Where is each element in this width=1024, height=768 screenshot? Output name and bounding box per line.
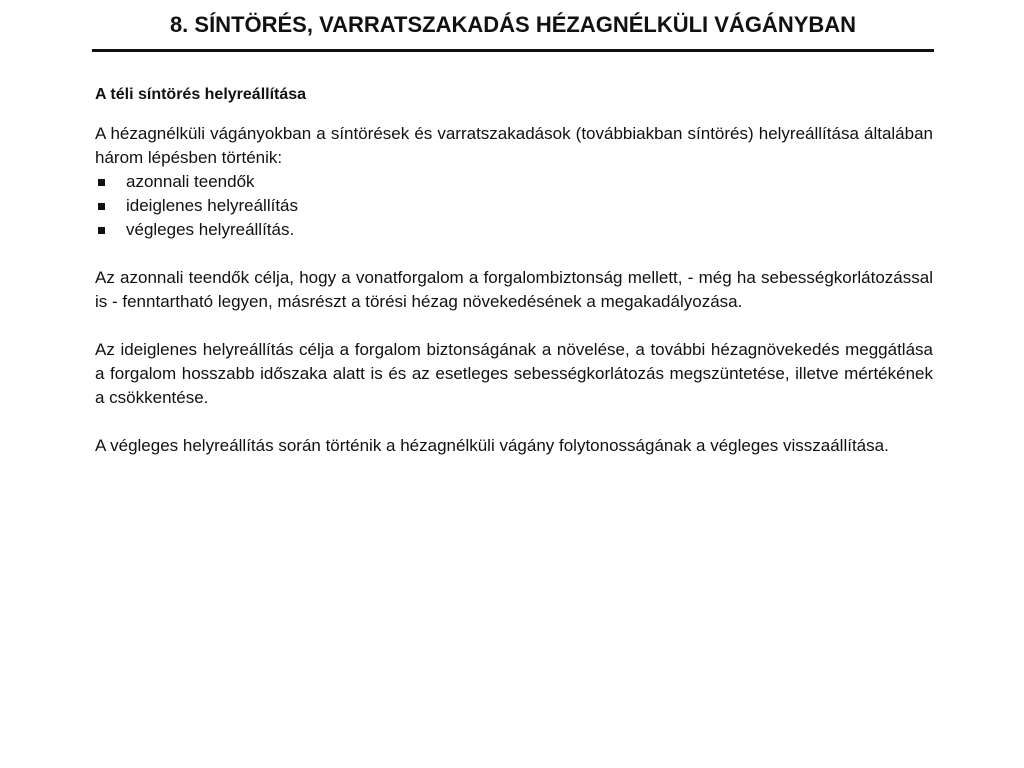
list-item [95, 194, 933, 218]
final-repair-paragraph: A végleges helyreállítás során történik a hézagnélküli vágány folytonosságának a végleges visszaállítása. [95, 436, 889, 455]
list-item [95, 218, 933, 242]
square-bullet-icon [98, 179, 105, 186]
square-bullet-icon [98, 227, 105, 234]
list-item-text: végleges helyreállítás. [126, 220, 295, 239]
intro-paragraph: A hézagnélküli vágányokban a síntörések és varratszakadások (továbbiakban síntörés) helyreállítása általában három lépésben történik: [95, 124, 933, 167]
section-subheading: A téli síntörés helyreállítása [95, 86, 307, 103]
immediate-actions-paragraph: Az azonnali teendők célja, hogy a vonatforgalom a forgalombiztonság mellett, - még ha sebességkorlátozással is - fenntartható legyen, másrészt a törési hézag növekedésének a megakadályozása. [95, 268, 933, 311]
list-item [95, 170, 933, 194]
temporary-repair-paragraph: Az ideiglenes helyreállítás célja a forgalom biztonságának a növelése, a további hézagnövekedés meggátlása a forgalom hosszabb időszaka alatt is és az esetleges sebességkorlátozás megszüntetése, illetve mértékének a csökkentése. [95, 340, 933, 407]
spacer [95, 314, 933, 338]
slide-title: 8. SÍNTÖRÉS, VARRATSZAKADÁS HÉZAGNÉLKÜLI VÁGÁNYBAN [169, 12, 857, 37]
spacer [95, 242, 933, 266]
spacer [95, 410, 933, 434]
square-bullet-icon [98, 203, 105, 210]
slide-content [95, 84, 933, 458]
steps-list [95, 170, 933, 242]
list-item-text: ideiglenes helyreállítás [126, 196, 298, 215]
title-underline [92, 49, 934, 52]
list-item-text: azonnali teendők [126, 172, 255, 191]
